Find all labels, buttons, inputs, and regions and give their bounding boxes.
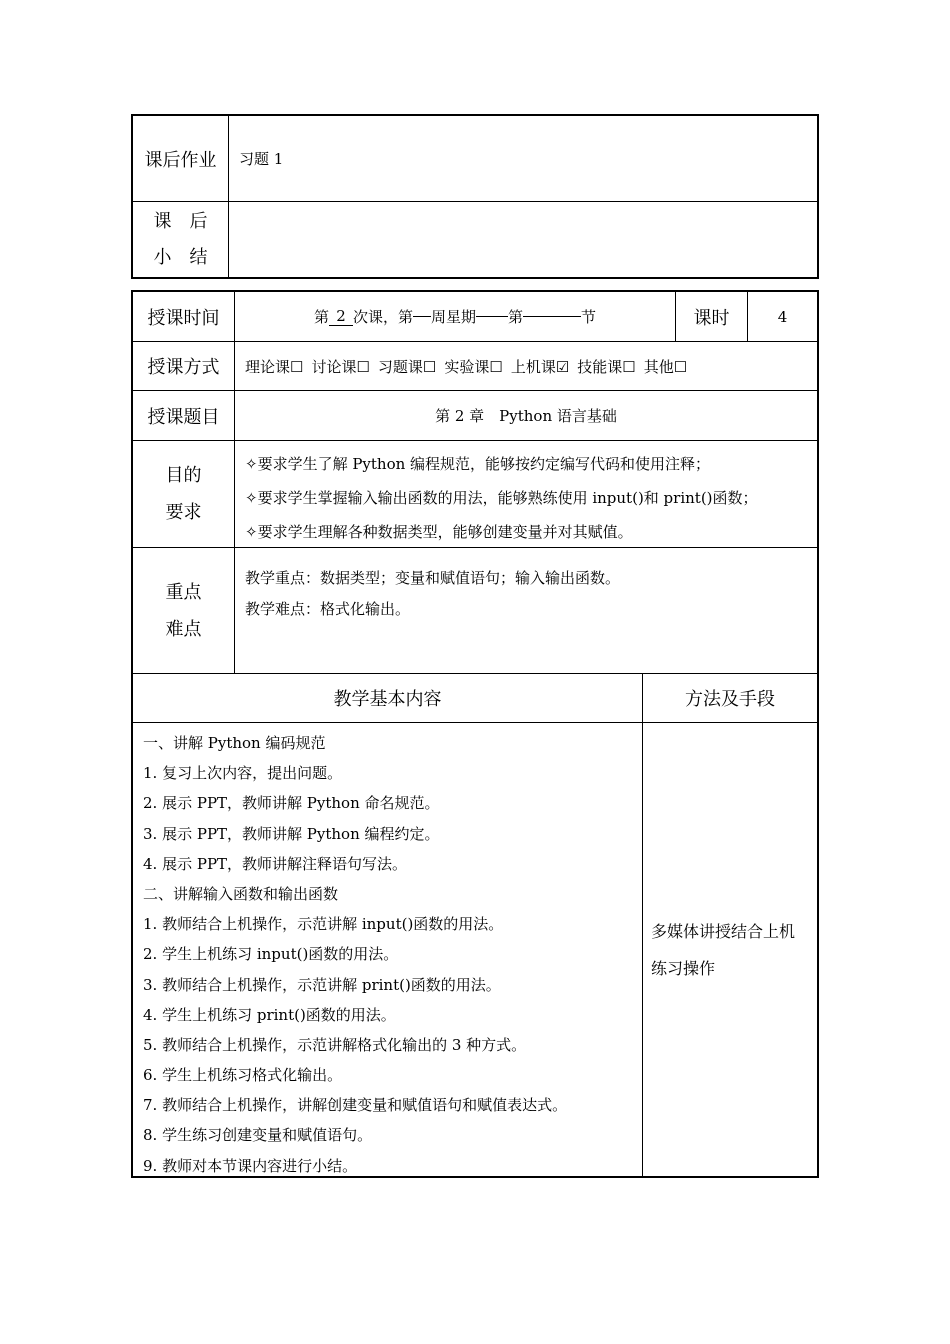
mode-option-discussion: 讨论课☐ xyxy=(311,357,370,376)
content-item: 2. 学生上机练习 input()函数的用法。 xyxy=(143,945,399,964)
hours-value: 4 xyxy=(747,292,817,342)
method-value xyxy=(642,723,817,1176)
keypoint-item: 教学重点：数据类型；变量和赋值语句；输入输出函数。 xyxy=(245,569,621,587)
mode-option-lab: 上机课☑ xyxy=(510,357,570,376)
mode-option-other: 其他☐ xyxy=(643,357,688,376)
time-mid3: 第 xyxy=(508,308,524,326)
homework-value: 习题 1 xyxy=(229,116,817,202)
content-item: 7. 教师结合上机操作，讲解创建变量和赋值语句和赋值表达式。 xyxy=(143,1096,568,1115)
time-suffix: 节 xyxy=(581,308,597,326)
homework-table xyxy=(131,114,819,279)
summary-label xyxy=(133,202,229,277)
goal-item: ✧要求学生理解各种数据类型，能够创建变量并对其赋值。 xyxy=(245,523,633,541)
content-item: 8. 学生练习创建变量和赋值语句。 xyxy=(143,1126,373,1145)
method-line2: 练习操作 xyxy=(651,958,716,978)
time-value xyxy=(234,292,675,342)
week-blank xyxy=(413,316,431,317)
goals-label-line2: 要求 xyxy=(165,502,202,523)
content-item: 5. 教师结合上机操作，示范讲解格式化输出的 3 种方式。 xyxy=(143,1035,527,1054)
content-item: 1. 教师结合上机操作，示范讲解 input()函数的用法。 xyxy=(143,915,504,934)
content-item: 4. 展示 PPT，教师讲解注释语句写法。 xyxy=(143,854,408,873)
keypoints-list xyxy=(234,548,817,674)
content-item: 2. 展示 PPT，教师讲解 Python 命名规范。 xyxy=(143,794,440,813)
mode-label: 授课方式 xyxy=(133,342,234,391)
day-blank xyxy=(476,316,508,317)
content-section-heading: 一、讲解 Python 编码规范 xyxy=(143,734,326,752)
content-item: 4. 学生上机练习 print()函数的用法。 xyxy=(143,1005,396,1024)
mode-option-theory: 理论课☐ xyxy=(245,357,304,376)
time-number: 2 xyxy=(329,307,353,326)
lesson-plan-table xyxy=(131,290,819,1178)
content-header: 教学基本内容 xyxy=(133,674,642,723)
goal-item: ✧要求学生掌握输入输出函数的用法，能够熟练使用 input()和 print()函数； xyxy=(245,489,758,507)
topic-label: 授课题目 xyxy=(133,391,234,441)
time-mid2: 周星期 xyxy=(430,308,476,326)
goal-item: ✧要求学生了解 Python 编程规范，能够按约定编写代码和使用注释； xyxy=(245,455,711,473)
mode-options xyxy=(234,342,817,391)
time-prefix: 第 xyxy=(313,308,329,326)
time-mid1: 次课，第 xyxy=(352,308,413,326)
keypoints-label-line2: 难点 xyxy=(165,618,202,640)
content-item: 3. 教师结合上机操作，示范讲解 print()函数的用法。 xyxy=(143,975,501,994)
content-item: 1. 复习上次内容，提出问题。 xyxy=(143,764,343,783)
content-list xyxy=(133,723,642,1176)
keypoints-label xyxy=(133,548,234,674)
goals-list xyxy=(234,441,817,548)
homework-label: 课后作业 xyxy=(133,116,229,202)
summary-label-line2: 小 结 xyxy=(153,246,208,268)
content-item: 9. 教师对本节课内容进行小结。 xyxy=(143,1156,358,1175)
method-line1: 多媒体讲授结合上机 xyxy=(651,921,796,941)
keypoints-label-line1: 重点 xyxy=(165,581,202,603)
content-item: 3. 展示 PPT，教师讲解 Python 编程约定。 xyxy=(143,824,440,843)
summary-value xyxy=(229,202,817,277)
summary-label-line1: 课 后 xyxy=(153,210,208,232)
period-blank xyxy=(523,316,581,317)
method-header: 方法及手段 xyxy=(642,674,817,723)
content-item: 6. 学生上机练习格式化输出。 xyxy=(143,1066,343,1085)
mode-option-skill: 技能课☐ xyxy=(577,357,636,376)
content-section-heading: 二、讲解输入函数和输出函数 xyxy=(143,884,339,903)
goals-label xyxy=(133,441,234,548)
time-label: 授课时间 xyxy=(133,292,234,342)
keypoint-item: 教学难点：格式化输出。 xyxy=(245,600,411,618)
topic-value: 第 2 章 Python 语言基础 xyxy=(234,391,817,441)
mode-option-exercise: 习题课☐ xyxy=(377,357,437,376)
goals-label-line1: 目的 xyxy=(165,465,202,486)
mode-option-experiment: 实验课☐ xyxy=(444,357,503,376)
hours-label: 课时 xyxy=(675,292,747,342)
